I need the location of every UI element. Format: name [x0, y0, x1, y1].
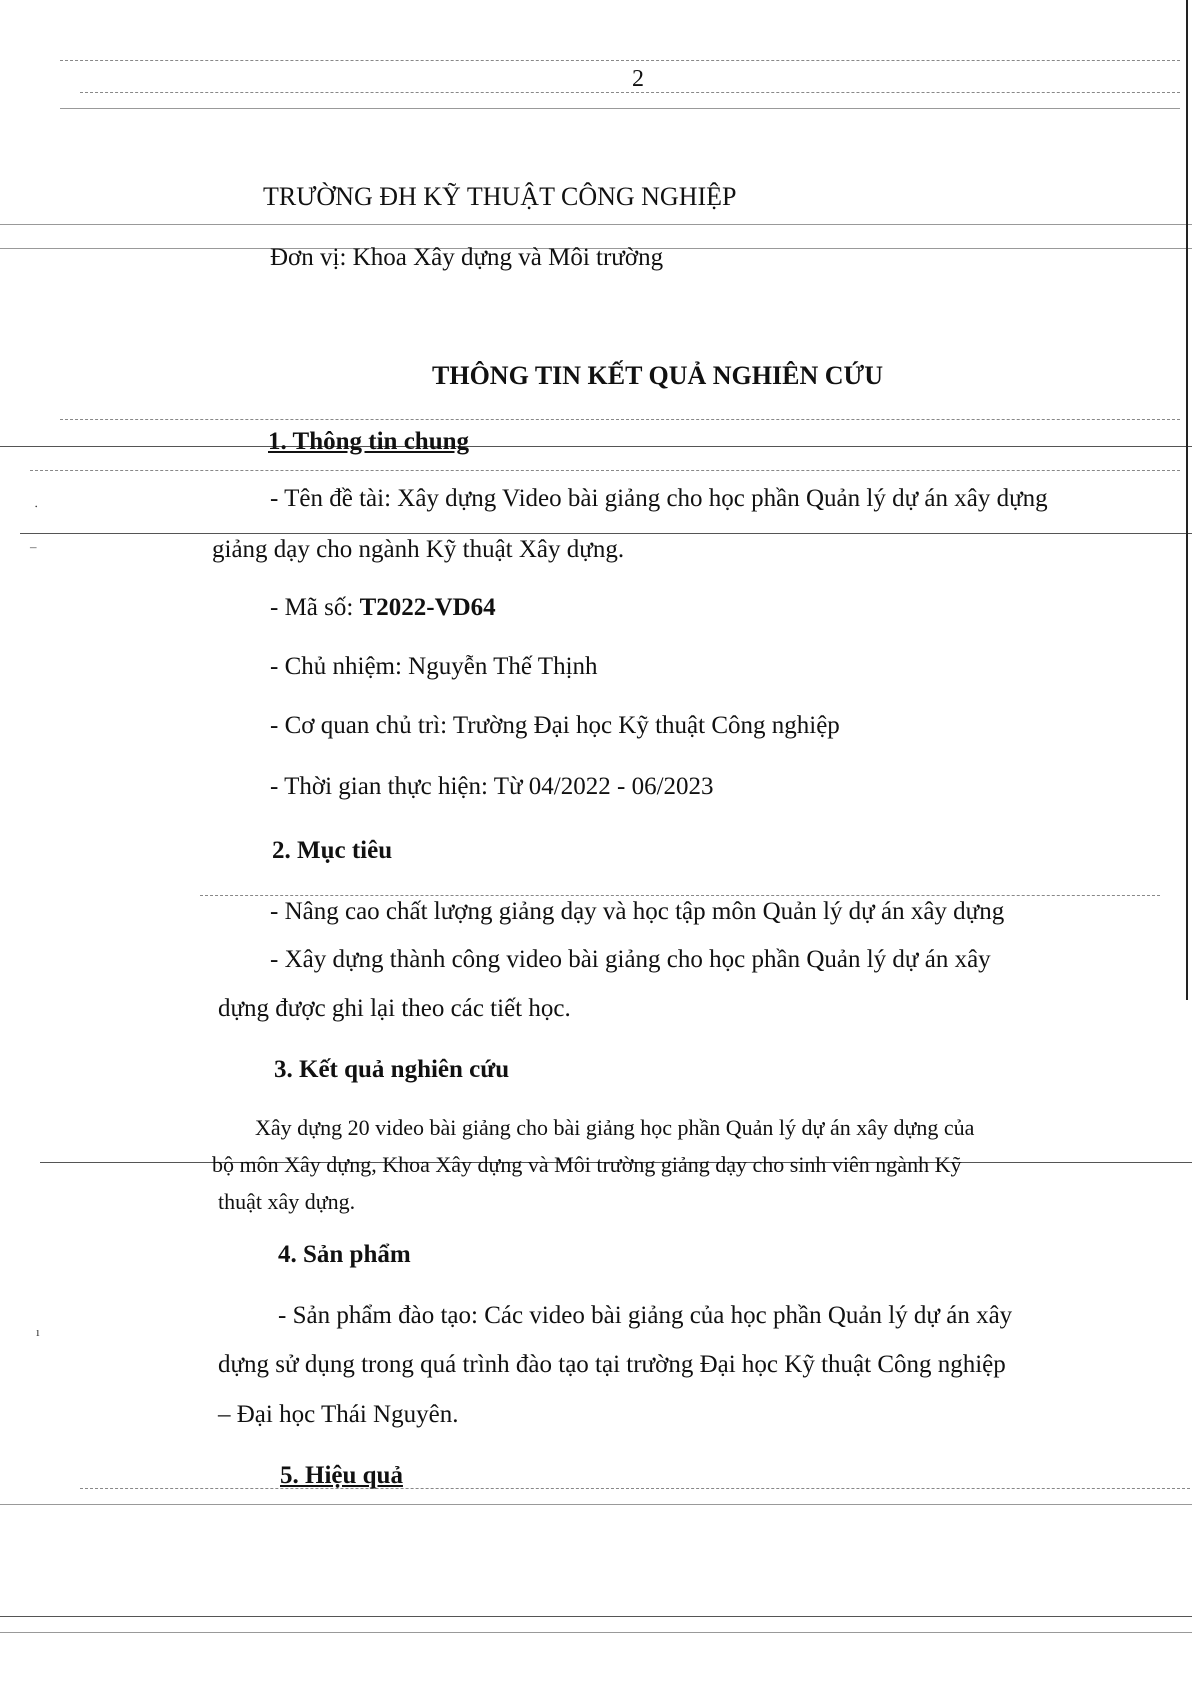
unit-name: Đơn vị: Khoa Xây dựng và Môi trường: [270, 244, 664, 271]
section-heading: 1. Thông tin chung: [268, 428, 470, 455]
project-code-value: T2022-VD64: [359, 594, 496, 621]
institution-name: TRƯỜNG ĐH KỸ THUẬT CÔNG NGHIỆP: [263, 182, 737, 211]
project-period: - Thời gian thực hiện: Từ 04/2022 - 06/2023: [270, 773, 714, 800]
result-line: Xây dựng 20 video bài giảng cho bài giảng học phần Quản lý dự án xây dựng của: [255, 1115, 975, 1140]
scan-line: [80, 92, 1180, 93]
result-line: bộ môn Xây dựng, Khoa Xây dựng và Môi trường giảng dạy cho sinh viên ngành Kỹ: [212, 1152, 962, 1177]
project-lead: - Chủ nhiệm: Nguyễn Thế Thịnh: [270, 653, 598, 680]
section-heading: 4. Sản phẩm: [278, 1241, 411, 1268]
topic-line: giảng dạy cho ngành Kỹ thuật Xây dựng.: [212, 536, 625, 563]
scan-speck: ı: [36, 1324, 40, 1339]
section-heading: 2. Mục tiêu: [272, 837, 393, 864]
page-title: THÔNG TIN KẾT QUẢ NGHIÊN CỨU: [432, 361, 883, 390]
scan-speck: –: [30, 539, 37, 554]
scan-speck: ⋅: [34, 499, 39, 514]
scan-line: [60, 108, 1180, 109]
scan-line: [200, 895, 1160, 896]
host-agency: - Cơ quan chủ trì: Trường Đại học Kỹ thuật Công nghiệp: [270, 712, 840, 739]
product-line: – Đại học Thái Nguyên.: [218, 1401, 459, 1428]
topic-line: - Tên đề tài: Xây dựng Video bài giảng cho học phần Quản lý dự án xây dựng: [270, 485, 1048, 512]
section-heading: 5. Hiệu quả: [280, 1462, 403, 1489]
section-heading: 3. Kết quả nghiên cứu: [274, 1056, 510, 1083]
scan-line: [0, 1504, 1192, 1505]
product-line: - Sản phẩm đào tạo: Các video bài giảng của học phần Quản lý dự án xây: [278, 1302, 1013, 1329]
page-number: 2: [632, 66, 644, 92]
scan-line: [60, 60, 1180, 61]
result-line: thuật xây dựng.: [218, 1189, 356, 1214]
scan-line: [0, 1616, 1192, 1617]
scan-line: [20, 533, 1192, 534]
objective-line: - Xây dựng thành công video bài giảng cho học phần Quản lý dự án xây: [270, 946, 991, 973]
scan-line: [0, 446, 1192, 447]
scan-line: [0, 1632, 1192, 1633]
binding-edge: [1186, 0, 1188, 1000]
product-line: dựng sử dụng trong quá trình đào tạo tại trường Đại học Kỹ thuật Công nghiệp: [218, 1351, 1006, 1378]
project-code-label: - Mã số:: [270, 594, 360, 621]
objective-line: - Nâng cao chất lượng giảng dạy và học tập môn Quản lý dự án xây dựng: [270, 898, 1005, 925]
scan-line: [0, 224, 1192, 225]
scan-line: [80, 1488, 1190, 1489]
objective-line: dựng được ghi lại theo các tiết học.: [218, 995, 571, 1022]
project-code: [270, 593, 496, 623]
scan-line: [30, 470, 1180, 471]
scan-line: [60, 419, 1180, 420]
